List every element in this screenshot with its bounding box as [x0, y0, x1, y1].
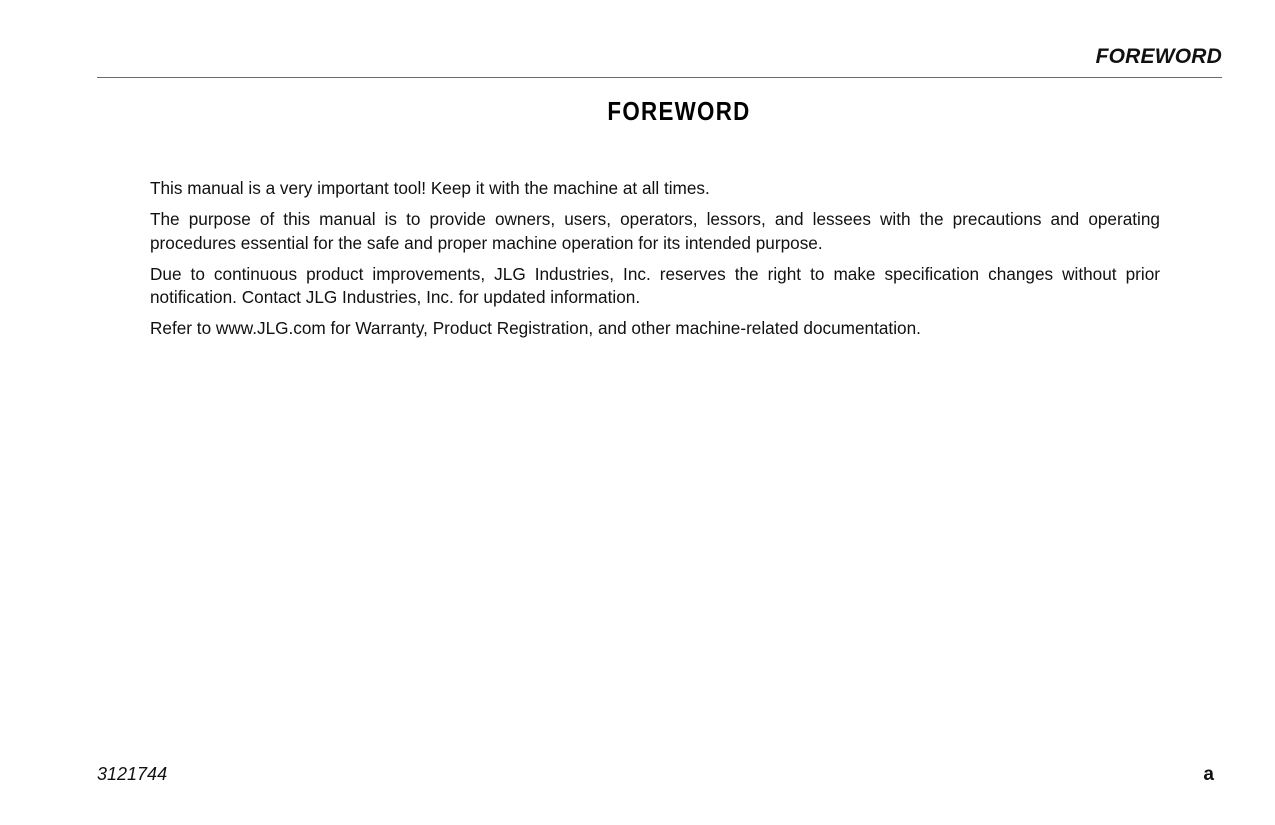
body-text	[150, 177, 1160, 348]
document-number: 3121744	[97, 764, 168, 784]
running-header: FOREWORD	[1095, 45, 1222, 68]
paragraph: This manual is a very important tool! Keep it with the machine at all times.	[150, 178, 710, 198]
paragraph: Due to continuous product improvements, JLG Industries, Inc. reserves the right to make specification changes without prior notification. Contact JLG Industries, Inc. for updated information.	[150, 263, 1160, 307]
header-divider	[97, 77, 1222, 78]
paragraph: Refer to www.JLG.com for Warranty, Product Registration, and other machine-related documentation.	[150, 318, 921, 338]
paragraph: The purpose of this manual is to provide owners, users, operators, lessors, and lessees with the precautions and operating procedures essential for the safe and proper machine operation for its intended purpose.	[150, 209, 1160, 253]
page-title: FOREWORD	[607, 96, 751, 126]
page-number: a	[1203, 764, 1214, 785]
